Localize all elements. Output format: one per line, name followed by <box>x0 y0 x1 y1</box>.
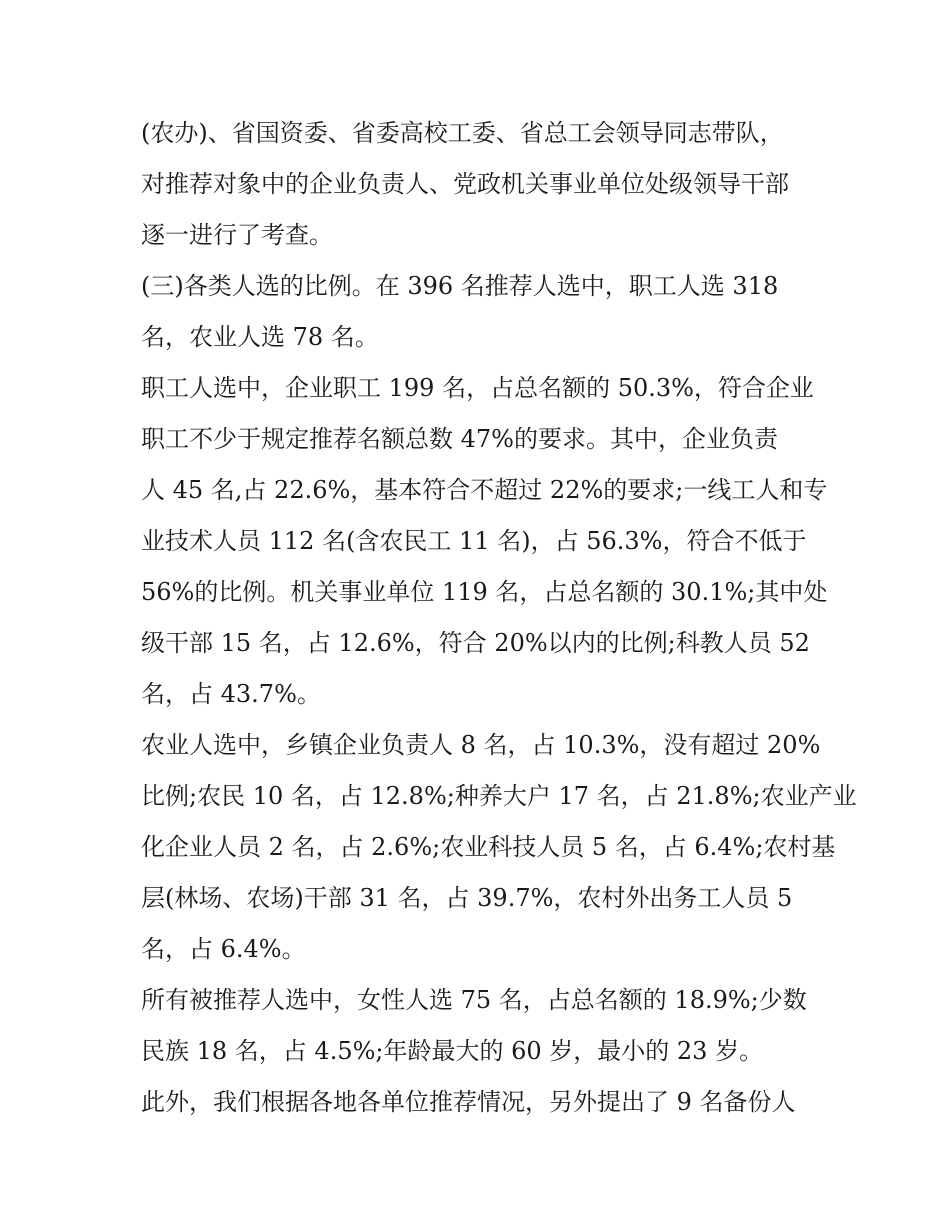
text-line-17: 名，占 6.4%。 <box>141 935 306 963</box>
text-line-5: 名，农业人选 78 名。 <box>141 323 379 351</box>
text-line-9: 业技术人员 112 名(含农民工 11 名)，占 56.3%，符合不低于 <box>141 527 807 555</box>
text-line-14: 比例;农民 10 名，占 12.8%;种养大户 17 名，占 21.8%;农业产业 <box>141 782 857 810</box>
text-line-7: 职工不少于规定推荐名额总数 47%的要求。其中，企业负责 <box>141 425 778 453</box>
text-line-13: 农业人选中，乡镇企业负责人 8 名，占 10.3%，没有超过 20% <box>141 731 821 759</box>
text-line-18: 所有被推荐人选中，女性人选 75 名，占总名额的 18.9%;少数 <box>141 986 807 1014</box>
text-line-8: 人 45 名,占 22.6%，基本符合不超过 22%的要求;一线工人和专 <box>141 476 828 504</box>
text-line-16: 层(林场、农场)干部 31 名，占 39.7%，农村外出务工人员 5 <box>141 884 793 912</box>
document-body <box>141 108 857 1128</box>
text-line-3: 逐一进行了考查。 <box>141 221 333 249</box>
text-line-20: 此外，我们根据各地各单位推荐情况，另外提出了 9 名备份人 <box>141 1088 796 1116</box>
text-line-4: (三)各类人选的比例。在 396 名推荐人选中，职工人选 318 <box>141 272 779 300</box>
text-line-12: 名，占 43.7%。 <box>141 680 321 708</box>
text-line-10: 56%的比例。机关事业单位 119 名，占总名额的 30.1%;其中处 <box>141 578 828 606</box>
text-line-11: 级干部 15 名，占 12.6%，符合 20%以内的比例;科教人员 52 <box>141 629 810 657</box>
text-line-6: 职工人选中，企业职工 199 名，占总名额的 50.3%，符合企业 <box>141 374 814 402</box>
text-line-19: 民族 18 名，占 4.5%;年龄最大的 60 岁，最小的 23 岁。 <box>141 1037 764 1065</box>
text-line-1: (农办)、省国资委、省委高校工委、省总工会领导同志带队， <box>141 119 784 147</box>
text-line-2: 对推荐对象中的企业负责人、党政机关事业单位处级领导干部 <box>141 170 789 198</box>
text-line-15: 化企业人员 2 名，占 2.6%;农业科技人员 5 名，占 6.4%;农村基 <box>141 833 836 861</box>
